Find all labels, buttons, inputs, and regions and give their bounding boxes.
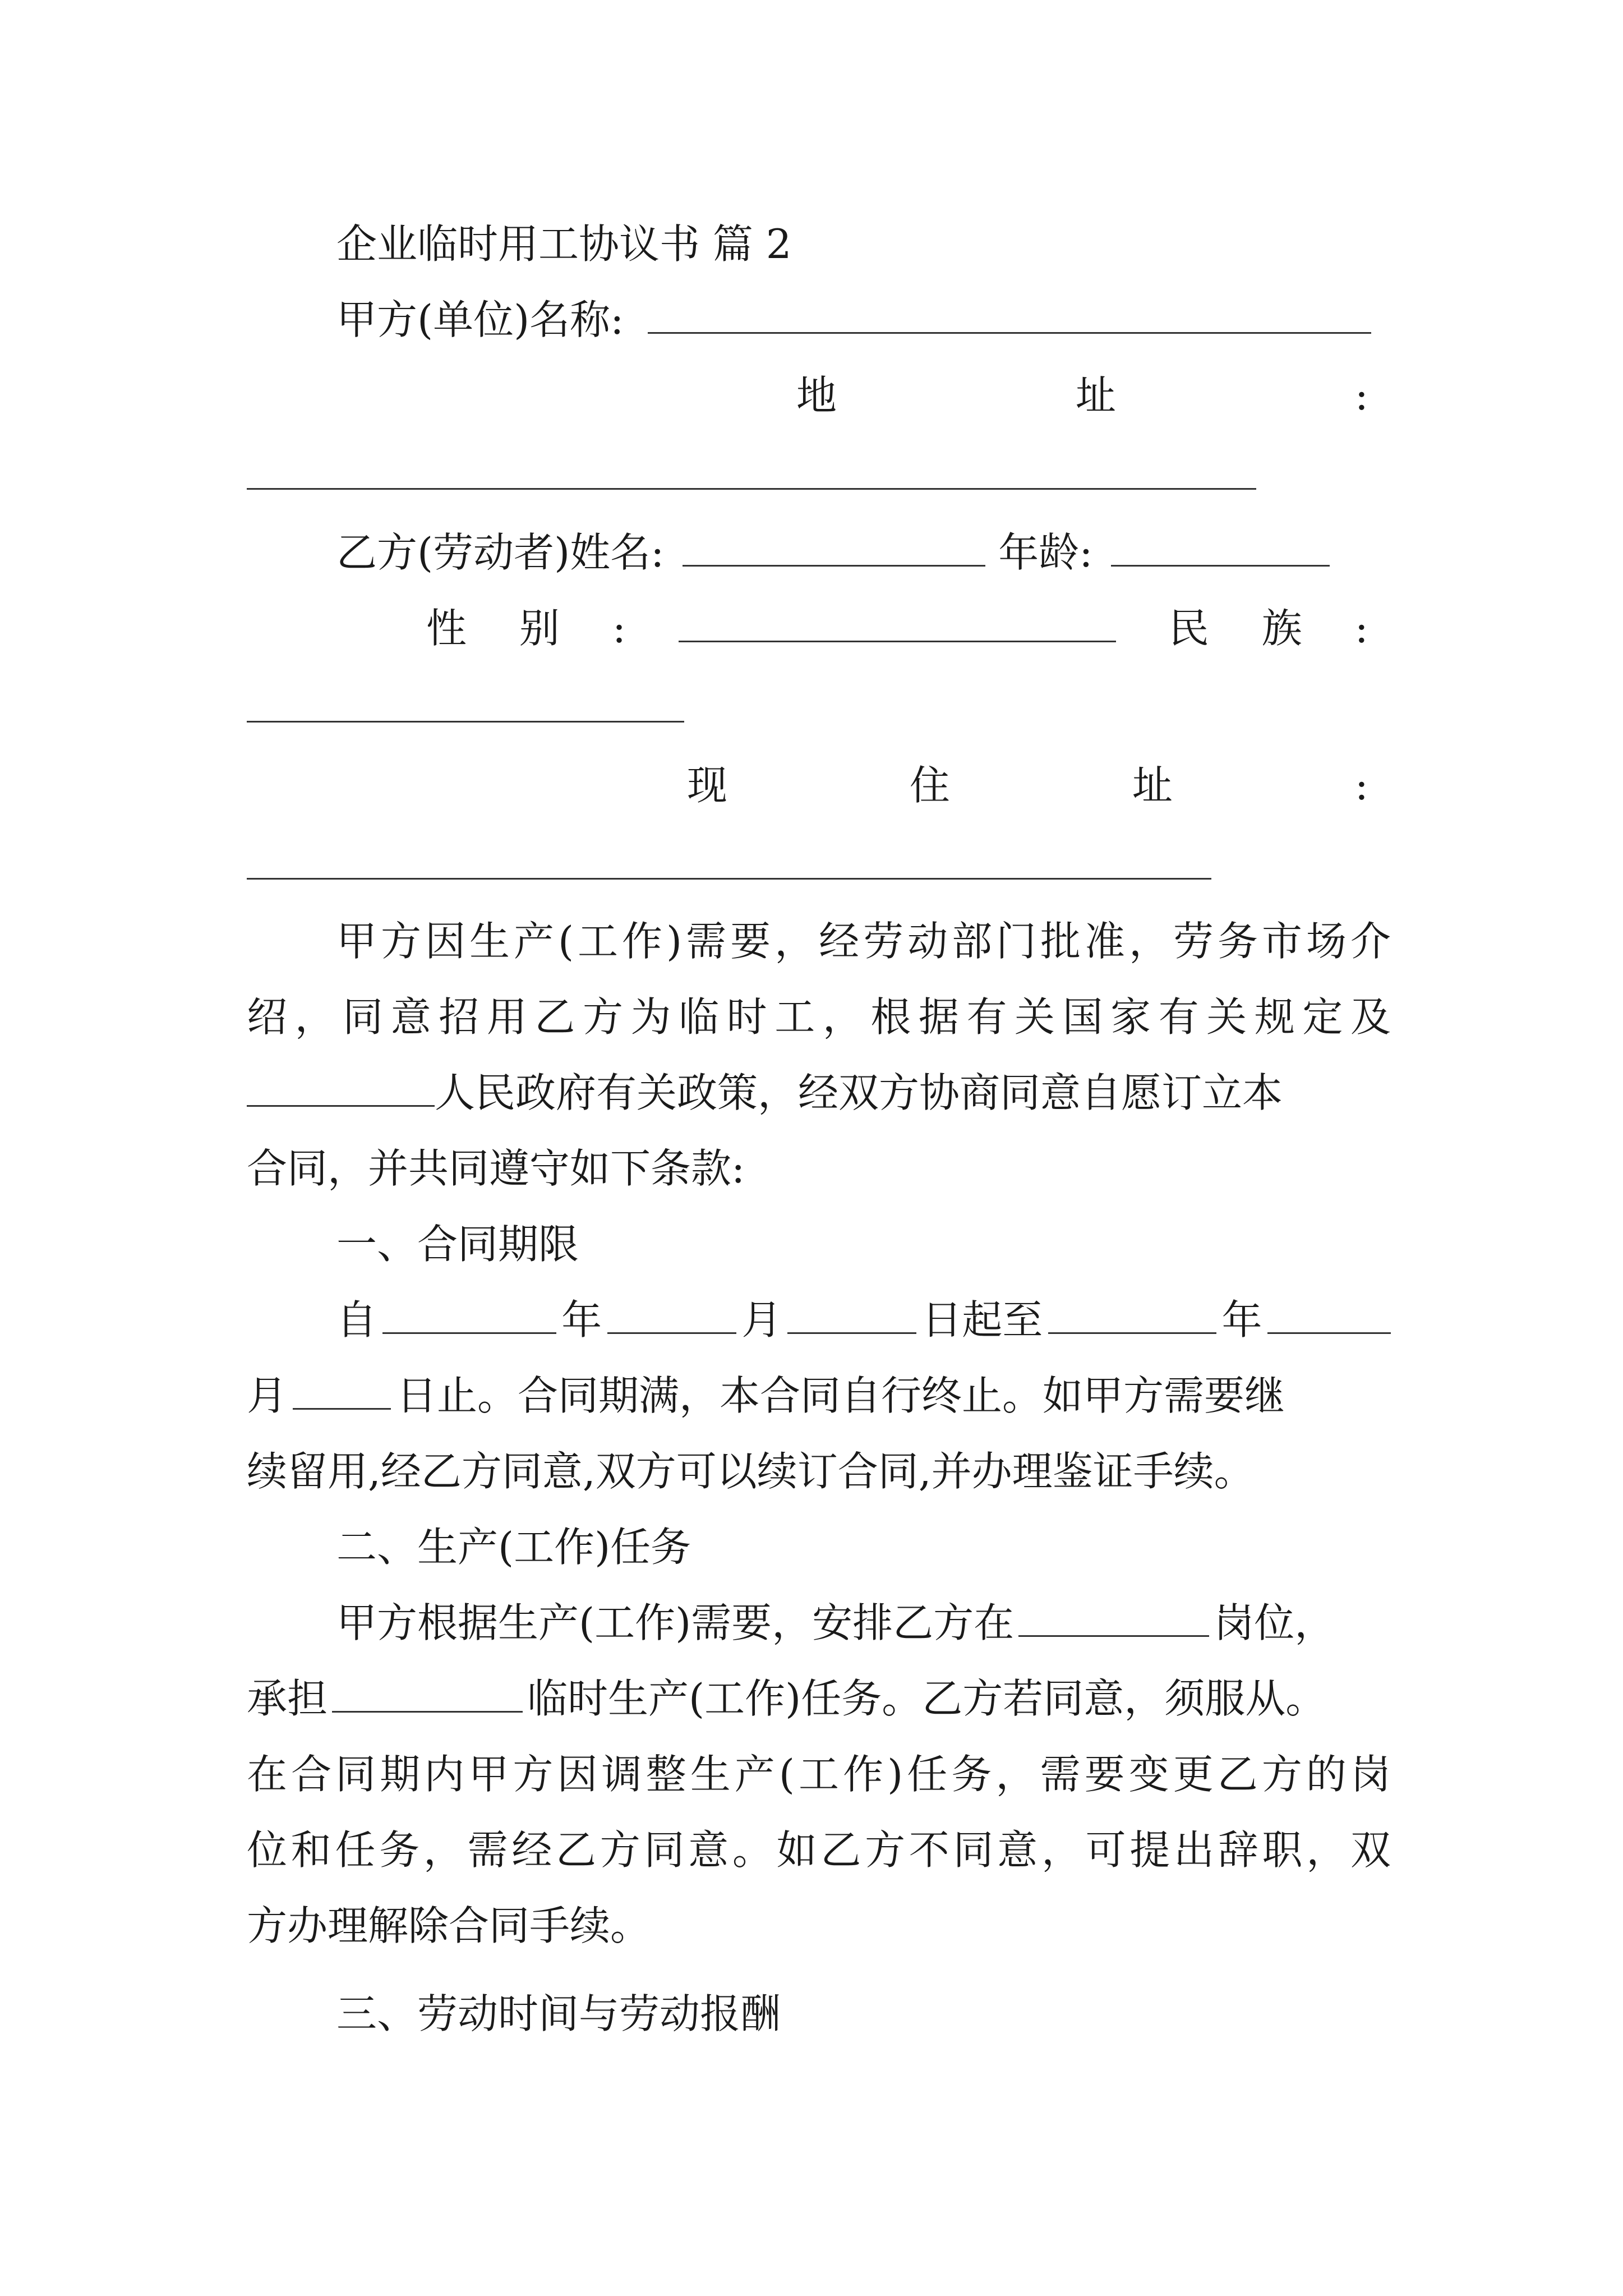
party-b-row — [336, 524, 1391, 581]
contract-term-row-2: 月 日止。合同期满，本合同自行终止。如甲方需要继 — [247, 1368, 1391, 1424]
end-month-field-start[interactable] — [1267, 1293, 1391, 1334]
task-row-3: 在合同期内甲方因调整生产(工作)任务，需要变更乙方的岗 — [247, 1751, 1391, 1798]
intro-line-4: 合同，并共同遵守如下条款: — [247, 1145, 745, 1192]
current-address-colon: : — [1354, 762, 1368, 809]
section-3-heading: 三、劳动时间与劳动报酬 — [336, 1990, 781, 2037]
document-title: 企业临时用工协议书 篇 2 — [336, 220, 792, 268]
task-row-4: 位和任务，需经乙方同意。如乙方不同意，可提出辞职，双 — [247, 1826, 1391, 1874]
party-a-row — [336, 292, 1391, 348]
address-char: 地 — [796, 372, 837, 419]
address-row — [796, 367, 1368, 424]
position-field[interactable] — [1018, 1596, 1209, 1637]
intro-line-1: 甲方因生产(工作)需要，经劳动部门批准，劳务市场介 — [336, 918, 1391, 965]
gender-char: 性 — [426, 605, 467, 652]
end-year-field[interactable] — [1048, 1293, 1216, 1334]
start-month-field[interactable] — [607, 1293, 736, 1334]
gender-ethnicity-row — [426, 600, 1368, 656]
section-1-heading: 一、合同期限 — [336, 1221, 579, 1268]
task-row-1: 甲方根据生产(工作)需要，安排乙方在 岗位， — [336, 1595, 1391, 1651]
current-address-char: 住 — [909, 762, 950, 809]
current-address-char: 址 — [1132, 762, 1173, 809]
section-2-heading: 二、生产(工作)任务 — [336, 1524, 691, 1571]
intro-line-2: 绍，同意招用乙方为临时工，根据有关国家有关规定及 — [247, 993, 1391, 1041]
contract-term-row-3: 续留用,经乙方同意,双方可以续订合同,并办理鉴证手续。 — [247, 1448, 1255, 1495]
current-address-char: 现 — [687, 762, 728, 809]
ethnicity-char: 族 — [1261, 605, 1302, 652]
current-address-field[interactable] — [247, 878, 1211, 880]
party-b-label: 乙方(劳动者)姓名: — [336, 529, 665, 576]
party-b-name-field[interactable] — [683, 526, 985, 567]
end-day-field[interactable] — [293, 1369, 391, 1410]
contract-term-row: 自 年 月 日起至 年 — [336, 1292, 1391, 1348]
ethnicity-char: 民 — [1168, 605, 1209, 652]
task-row-5: 方办理解除合同手续。 — [247, 1902, 651, 1949]
current-address-row — [687, 757, 1368, 813]
start-day-field[interactable] — [787, 1293, 916, 1334]
address-field[interactable] — [247, 488, 1256, 490]
gender-field[interactable] — [679, 601, 1116, 642]
intro-line-3: 人民政府有关政策，经双方协商同意自愿订立本 — [247, 1065, 1391, 1121]
party-a-name-field[interactable] — [648, 293, 1371, 334]
task-row-2: 承担 临时生产(工作)任务。乙方若同意，须服从。 — [247, 1671, 1391, 1727]
age-field[interactable] — [1111, 526, 1330, 567]
age-label: 年龄: — [998, 529, 1093, 576]
party-a-label: 甲方(单位)名称: — [336, 296, 624, 343]
start-year-field[interactable] — [382, 1293, 556, 1334]
ethnicity-field[interactable] — [247, 721, 684, 723]
gender-colon: : — [612, 605, 626, 652]
ethnicity-colon: : — [1354, 605, 1368, 652]
gender-char: 别 — [519, 605, 560, 652]
address-char: 址 — [1075, 372, 1116, 419]
city-field[interactable] — [247, 1066, 435, 1107]
task-field[interactable] — [332, 1672, 523, 1713]
address-colon: : — [1354, 372, 1368, 419]
